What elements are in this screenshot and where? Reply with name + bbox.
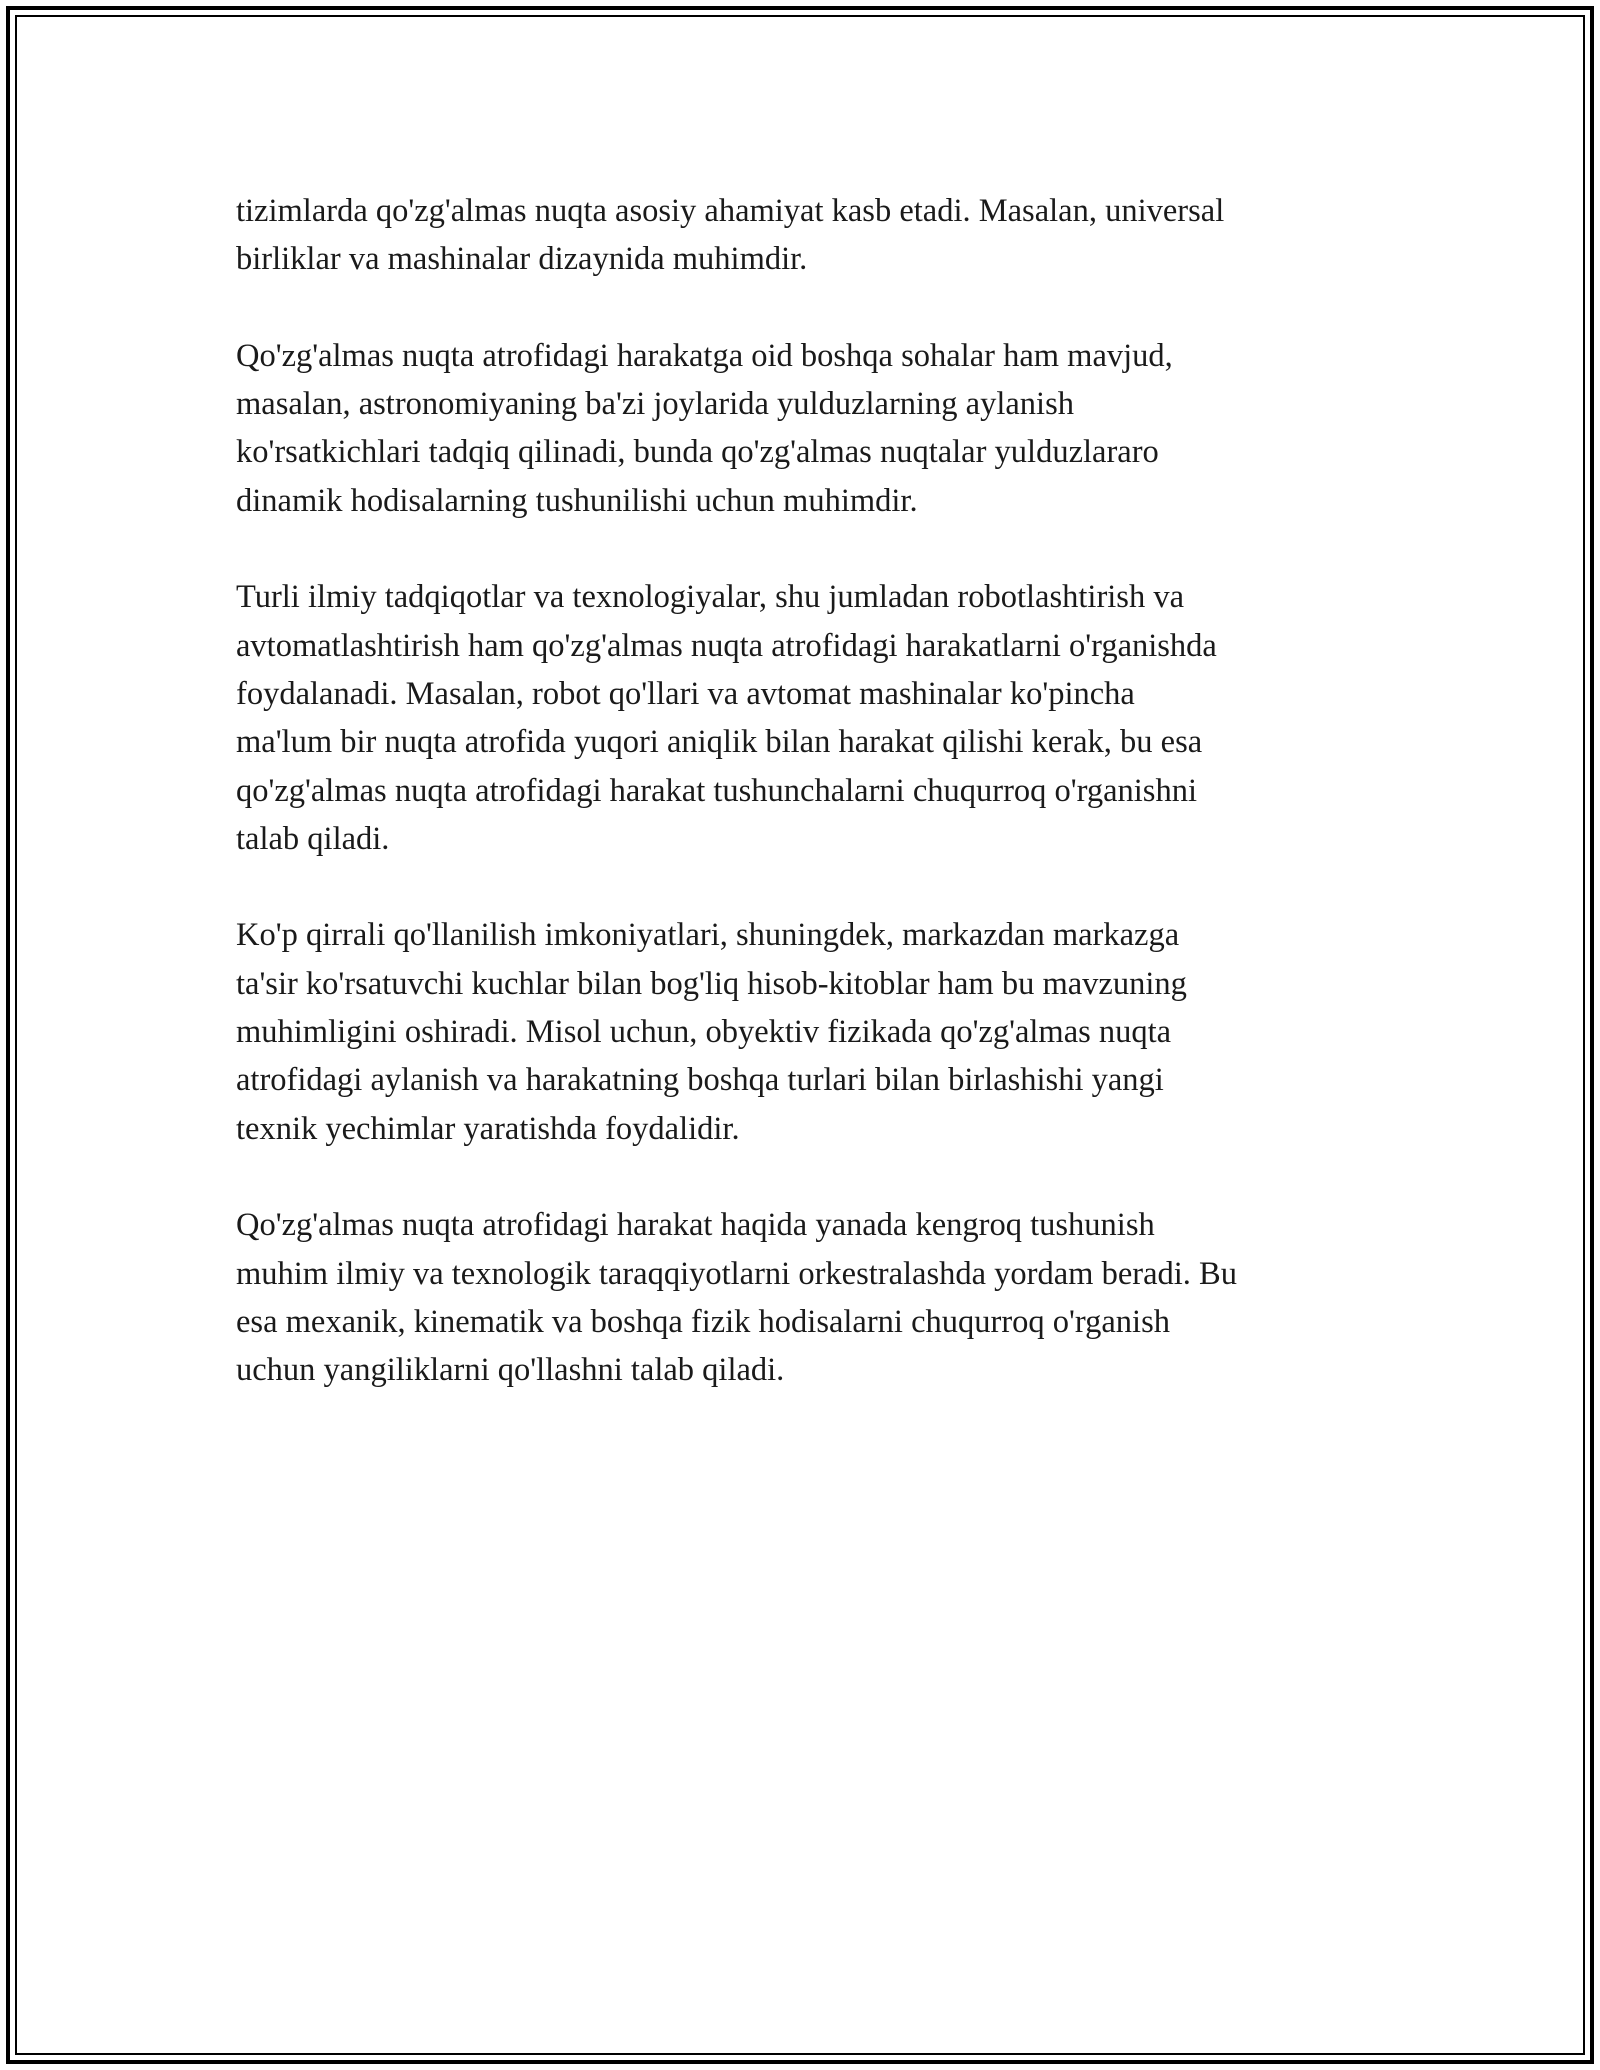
text-line: muhimligini oshiradi. Misol uchun, obyektiv fizikada qo'zg'almas nuqta bbox=[236, 1014, 1172, 1051]
paragraph-4 bbox=[236, 911, 1386, 1152]
text-line: Qo'zg'almas nuqta atrofidagi harakatga oid boshqa sohalar ham mavjud, bbox=[236, 337, 1173, 374]
text-line: ta'sir ko'rsatuvchi kuchlar bilan bog'liq hisob-kitoblar ham bu mavzuning bbox=[236, 965, 1187, 1002]
text-line: Ko'p qirrali qo'llanilish imkoniyatlari, shuningdek, markazdan markazga bbox=[236, 917, 1180, 954]
text-line: qo'zg'almas nuqta atrofidagi harakat tushunchalarni chuqurroq o'rganishni bbox=[236, 772, 1197, 809]
text-line: esa mexanik, kinematik va boshqa fizik hodisalarni chuqurroq o'rganish bbox=[236, 1303, 1170, 1340]
text-line: avtomatlashtirish ham qo'zg'almas nuqta atrofidagi harakatlarni o'rganishda bbox=[236, 627, 1217, 664]
text-line: Turli ilmiy tadqiqotlar va texnologiyalar, shu jumladan robotlashtirish va bbox=[236, 579, 1184, 616]
text-line: talab qiladi. bbox=[236, 820, 390, 857]
paragraph-2 bbox=[236, 332, 1386, 525]
text-line: Qo'zg'almas nuqta atrofidagi harakat haqida yanada kengroq tushunish bbox=[236, 1207, 1155, 1244]
text-line: ma'lum bir nuqta atrofida yuqori aniqlik bilan harakat qilishi kerak, bu esa bbox=[236, 724, 1203, 761]
text-line: ko'rsatkichlari tadqiq qilinadi, bunda qo'zg'almas nuqtalar yulduzlararo bbox=[236, 434, 1159, 471]
text-line: dinamik hodisalarning tushunilishi uchun muhimdir. bbox=[236, 482, 918, 519]
text-line: atrofidagi aylanish va harakatning boshqa turlari bilan birlashishi yangi bbox=[236, 1062, 1164, 1099]
text-line: muhim ilmiy va texnologik taraqqiyotlarni orkestralashda yordam beradi. Bu bbox=[236, 1255, 1237, 1292]
text-line: texnik yechimlar yaratishda foydalidir. bbox=[236, 1110, 740, 1147]
text-line: foydalanadi. Masalan, robot qo'llari va avtomat mashinalar ko'pincha bbox=[236, 675, 1135, 712]
paragraph-3 bbox=[236, 573, 1386, 863]
paragraph-5 bbox=[236, 1201, 1386, 1394]
text-line: masalan, astronomiyaning ba'zi joylarida yulduzlarning aylanish bbox=[236, 386, 1074, 423]
text-line: tizimlarda qo'zg'almas nuqta asosiy ahamiyat kasb etadi. Masalan, universal bbox=[236, 193, 1225, 229]
paragraph-1 bbox=[236, 187, 1386, 284]
text-line: birliklar va mashinalar dizaynida muhimdir. bbox=[236, 241, 808, 278]
text-line: uchun yangiliklarni qo'llashni talab qiladi. bbox=[236, 1352, 785, 1389]
document-body bbox=[236, 187, 1386, 1443]
